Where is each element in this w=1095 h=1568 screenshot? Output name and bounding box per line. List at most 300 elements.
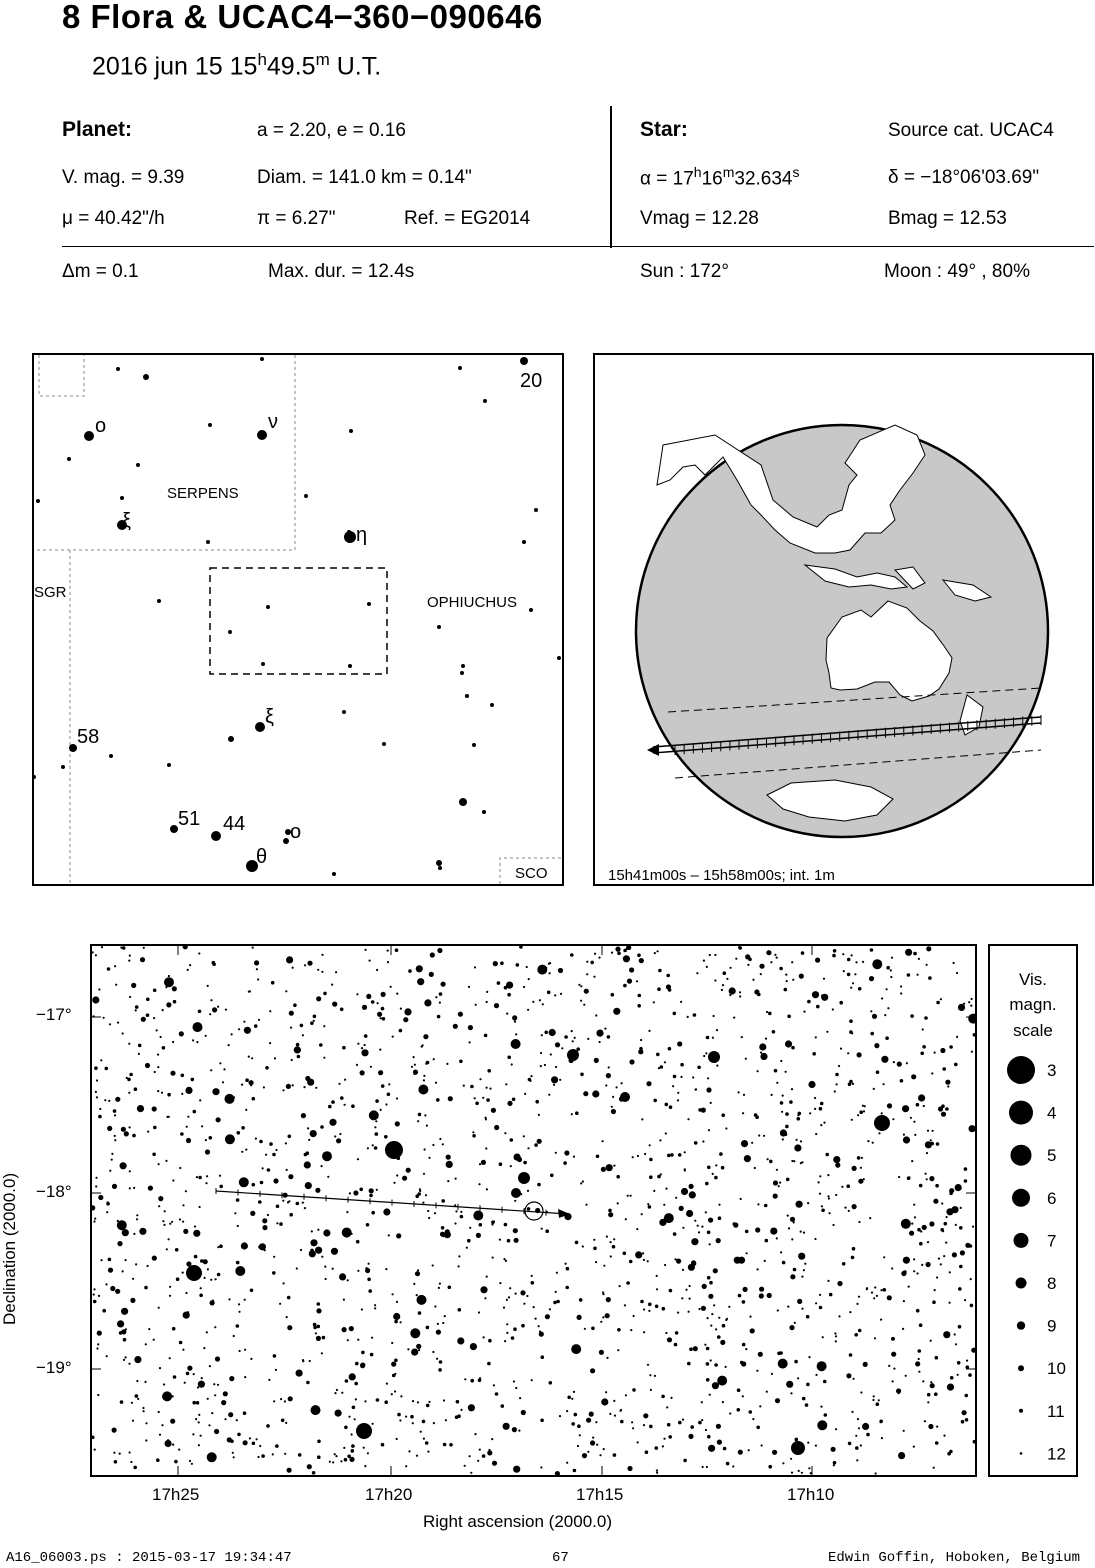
field-star (775, 1398, 780, 1403)
field-star (950, 1376, 954, 1380)
boundary-topleft (39, 355, 84, 396)
field-star (707, 1231, 711, 1235)
field-star (193, 1373, 195, 1375)
field-star (667, 1337, 672, 1342)
field-star (380, 1017, 382, 1019)
field-star (418, 1311, 422, 1315)
field-star (405, 1416, 407, 1418)
field-star (770, 1228, 777, 1235)
field-star (799, 974, 804, 979)
field-star (737, 1388, 741, 1392)
field-star (310, 1249, 314, 1253)
field-star (527, 1190, 529, 1192)
field-star (555, 1066, 557, 1068)
field-star (416, 1455, 418, 1457)
field-star (548, 963, 550, 965)
field-star (544, 1031, 548, 1035)
field-star (807, 1442, 809, 1444)
globe-panel (593, 353, 1094, 886)
footer-file: A16_06003.ps : 2015-03-17 19:34:47 (6, 1550, 292, 1566)
field-star (424, 999, 431, 1006)
field-star (499, 1282, 501, 1284)
field-star (351, 1233, 353, 1235)
field-star (420, 1431, 422, 1433)
field-star (691, 1238, 698, 1245)
field-star (366, 1223, 370, 1227)
field-star (705, 1211, 707, 1213)
field-star (629, 1059, 634, 1064)
field-star (443, 1399, 445, 1401)
field-star (559, 1079, 561, 1081)
field-star (369, 1110, 379, 1120)
field-star (296, 1043, 300, 1047)
field-star (383, 1208, 390, 1215)
field-star (146, 998, 150, 1002)
field-star (580, 1182, 582, 1184)
field-star (704, 1344, 706, 1346)
field-star (913, 1121, 915, 1123)
field-star (297, 1055, 301, 1059)
field-star (290, 1027, 292, 1029)
field-star (858, 1221, 860, 1223)
field-star (785, 974, 787, 976)
field-star (236, 1261, 240, 1265)
finder-star (109, 754, 113, 758)
field-star (958, 1287, 962, 1291)
field-star (252, 1183, 256, 1187)
field-star (275, 1369, 277, 1371)
field-star (710, 1325, 712, 1327)
field-star (649, 1425, 653, 1429)
field-star (754, 1167, 756, 1169)
field-star (480, 1286, 487, 1293)
field-star (434, 1212, 436, 1214)
field-star (259, 1445, 261, 1447)
field-star (313, 1020, 315, 1022)
field-star (214, 1429, 219, 1434)
field-star (347, 1339, 349, 1341)
field-star (515, 1293, 517, 1295)
field-star (776, 1237, 778, 1239)
field-star (667, 1423, 671, 1427)
field-star (773, 1180, 778, 1185)
field-star (600, 1321, 602, 1323)
field-star (617, 1328, 621, 1332)
field-star (169, 1223, 171, 1225)
field-star (307, 1079, 314, 1086)
finder-star (228, 736, 234, 742)
field-star (193, 1110, 197, 1114)
field-star (898, 1176, 900, 1178)
field-star (647, 1364, 649, 1366)
field-star (215, 1278, 217, 1280)
field-star (179, 1218, 181, 1220)
field-star (477, 1460, 479, 1462)
field-star (475, 1102, 479, 1106)
field-star (317, 1440, 321, 1444)
field-star (187, 1116, 189, 1118)
field-star (181, 1074, 185, 1078)
field-star (368, 1263, 370, 1265)
finder-star (304, 494, 308, 498)
field-star (914, 1216, 916, 1218)
field-star (907, 973, 911, 977)
field-star (747, 964, 749, 966)
field-star (608, 1066, 610, 1068)
field-star (602, 1293, 604, 1295)
finder-star (157, 599, 161, 603)
field-star (641, 1118, 643, 1120)
finder-star (69, 744, 77, 752)
field-star (272, 1153, 276, 1157)
field-star (364, 1034, 368, 1038)
field-star (672, 1085, 674, 1087)
field-star (745, 1058, 747, 1060)
field-star (787, 1015, 791, 1019)
field-star (629, 967, 634, 972)
field-star (197, 1386, 199, 1388)
field-star (414, 1064, 416, 1066)
field-star (467, 1239, 471, 1243)
field-star (608, 1212, 613, 1217)
field-star (857, 1418, 859, 1420)
field-star (167, 1093, 171, 1097)
field-star (945, 1107, 949, 1111)
star-chart (90, 944, 977, 1477)
field-star (139, 1228, 146, 1235)
field-star (378, 1070, 383, 1075)
field-star (189, 1460, 191, 1462)
field-star (491, 1108, 496, 1113)
field-star (272, 1453, 274, 1455)
field-star (168, 975, 170, 977)
field-star (729, 987, 736, 994)
field-star (416, 965, 423, 972)
field-star (357, 1158, 359, 1160)
field-star (394, 1320, 398, 1324)
field-star (388, 1083, 390, 1085)
field-star (631, 1421, 633, 1423)
field-star (365, 949, 367, 951)
legend-mag-label: 11 (1047, 1401, 1065, 1421)
field-star (721, 1166, 725, 1170)
field-star (423, 1079, 425, 1081)
field-star (866, 1433, 870, 1437)
field-star (703, 960, 705, 962)
field-star (366, 994, 371, 999)
field-star (138, 1053, 140, 1055)
field-star (947, 1384, 954, 1391)
field-star (796, 1139, 798, 1141)
field-star (808, 1467, 810, 1469)
field-star (262, 1167, 264, 1169)
field-star (742, 1395, 744, 1397)
field-star (418, 1349, 420, 1351)
field-star (107, 1126, 112, 1131)
field-star (437, 948, 442, 953)
field-star (864, 1105, 866, 1107)
field-star (570, 953, 574, 957)
field-star (245, 1078, 249, 1082)
field-star (280, 1398, 282, 1400)
field-star (970, 1278, 972, 1280)
field-star (491, 1438, 493, 1440)
field-star (99, 1108, 101, 1110)
field-star (539, 1331, 541, 1333)
field-star (172, 1395, 174, 1397)
field-star (540, 1419, 544, 1423)
bright-star (791, 1441, 805, 1455)
field-star (591, 1327, 595, 1331)
field-star (776, 1082, 778, 1084)
field-star (927, 1393, 931, 1397)
field-star (500, 961, 504, 965)
field-star (815, 1302, 817, 1304)
field-star (646, 1081, 651, 1086)
field-star (445, 1419, 447, 1421)
field-star (144, 1286, 148, 1290)
field-star (821, 994, 823, 996)
field-star (440, 1232, 445, 1237)
field-star (441, 1199, 445, 1203)
field-star (534, 1143, 538, 1147)
finder-star (206, 540, 210, 544)
field-star (484, 1297, 486, 1299)
field-star (784, 988, 788, 992)
field-star (678, 1421, 682, 1425)
field-star (926, 1262, 931, 1267)
field-star (723, 1447, 727, 1451)
field-star (909, 1231, 914, 1236)
field-star (820, 1102, 824, 1106)
field-star (808, 1356, 810, 1358)
field-star (935, 1356, 939, 1360)
sun-elongation: Sun : 172° (640, 261, 729, 282)
field-star (916, 1272, 918, 1274)
field-star (470, 1379, 474, 1383)
field-star (156, 1029, 158, 1031)
field-star (439, 1138, 441, 1140)
max-duration: Max. dur. = 12.4s (268, 261, 415, 282)
legend-mag-label: 6 (1047, 1188, 1057, 1208)
field-star (722, 1324, 726, 1328)
field-star (355, 1398, 357, 1400)
field-star (181, 1093, 183, 1095)
field-star (349, 1326, 354, 1331)
field-star (834, 1090, 836, 1092)
field-star (663, 1204, 665, 1206)
finder-star (283, 838, 289, 844)
field-star (806, 1315, 810, 1319)
legend-mag-dot (1007, 1056, 1035, 1084)
field-star (971, 998, 973, 1000)
field-star (820, 1124, 822, 1126)
field-star (923, 1227, 925, 1229)
field-star (423, 1034, 428, 1039)
field-star (425, 1063, 427, 1065)
field-star (289, 1213, 293, 1217)
field-star (814, 1108, 816, 1110)
field-star (257, 978, 259, 980)
field-star (209, 1365, 211, 1367)
field-star (114, 1114, 116, 1116)
field-star (426, 1125, 428, 1127)
field-star (435, 1082, 437, 1084)
field-star (239, 1350, 241, 1352)
field-star (172, 1041, 174, 1043)
field-star (129, 1187, 131, 1189)
planet-label: Planet: (62, 118, 133, 141)
field-star (196, 1176, 198, 1178)
field-star (159, 1367, 161, 1369)
field-star (469, 1227, 471, 1229)
field-star (911, 1160, 913, 1162)
field-star (714, 1176, 718, 1180)
field-star (145, 1343, 147, 1345)
field-star (397, 1413, 401, 1417)
field-star (259, 1140, 263, 1144)
field-star (766, 1391, 768, 1393)
serpens-boundary (34, 355, 295, 550)
field-star (559, 1415, 561, 1417)
field-star (332, 1268, 334, 1270)
field-star (362, 1005, 367, 1010)
field-star (586, 961, 588, 963)
field-star (964, 1167, 968, 1171)
field-star (106, 1211, 108, 1213)
delta-mag: Δm = 0.1 (62, 261, 139, 282)
field-star (122, 946, 126, 950)
field-star (911, 1223, 913, 1225)
field-star (969, 1125, 976, 1132)
finder-star (260, 357, 264, 361)
field-star (881, 1437, 883, 1439)
field-star (319, 1043, 323, 1047)
field-star (185, 1292, 187, 1294)
field-star (625, 1394, 627, 1396)
field-star (148, 1186, 153, 1191)
field-star (479, 1163, 481, 1165)
field-star (361, 1308, 363, 1310)
field-star (585, 1204, 587, 1206)
field-star (244, 1349, 246, 1351)
star-label-nu: ν (268, 411, 278, 433)
field-star (733, 1017, 735, 1019)
field-star (968, 1014, 975, 1024)
field-star (823, 1122, 825, 1124)
field-star (133, 1466, 137, 1470)
field-star (580, 985, 582, 987)
field-star (510, 1165, 512, 1167)
field-star (778, 1359, 788, 1369)
field-star (154, 1071, 156, 1073)
field-star (331, 1100, 335, 1104)
field-star (949, 1271, 951, 1273)
field-star (555, 1291, 557, 1293)
field-star (832, 1008, 834, 1010)
field-star (273, 1354, 277, 1358)
field-star (316, 1336, 321, 1341)
field-star (512, 1427, 517, 1432)
field-star (399, 1029, 403, 1033)
field-star (931, 1072, 933, 1074)
field-star (817, 1420, 827, 1430)
field-star (637, 953, 641, 957)
field-star (442, 1322, 444, 1324)
planet-orbit: a = 2.20, e = 0.16 (257, 120, 406, 141)
field-star (890, 976, 892, 978)
field-star (640, 1039, 642, 1041)
field-star (663, 1438, 665, 1440)
field-star (291, 1059, 293, 1061)
field-star (804, 1263, 806, 1265)
field-star (443, 1443, 447, 1447)
field-star (902, 1328, 904, 1330)
field-star (183, 1312, 190, 1319)
field-star (692, 1076, 694, 1078)
field-star (593, 976, 595, 978)
field-star (611, 952, 613, 954)
field-star (368, 1289, 372, 1293)
field-star (317, 969, 319, 971)
field-star (538, 1114, 540, 1116)
field-star (590, 961, 594, 965)
field-star (142, 1407, 144, 1409)
field-star (357, 1339, 359, 1341)
field-star (521, 1324, 525, 1328)
field-star (101, 1259, 103, 1261)
field-star (160, 1036, 162, 1038)
finder-star (483, 399, 487, 403)
field-star (244, 1376, 246, 1378)
field-star (708, 1218, 713, 1223)
field-star (656, 1275, 658, 1277)
field-star (955, 1343, 957, 1345)
field-star (147, 1131, 149, 1133)
field-star (209, 1136, 213, 1140)
finder-star (436, 860, 442, 866)
field-star (244, 1027, 251, 1034)
field-star (271, 981, 275, 985)
field-star (457, 1337, 464, 1344)
field-star (432, 1264, 434, 1266)
field-star (413, 1056, 415, 1058)
field-star (505, 1083, 507, 1085)
field-star (779, 1351, 783, 1355)
field-star (92, 996, 99, 1003)
field-star (433, 1422, 435, 1424)
field-star (781, 1111, 783, 1113)
field-star (850, 987, 852, 989)
field-star (833, 1464, 835, 1466)
field-star (497, 981, 501, 985)
field-star (114, 1139, 116, 1141)
field-star (354, 1382, 358, 1386)
field-star (782, 1261, 786, 1265)
field-star (392, 1036, 394, 1038)
field-star (135, 1009, 137, 1011)
field-star (927, 1401, 929, 1403)
field-star (698, 1421, 702, 1425)
field-star (771, 1094, 773, 1096)
field-star (530, 1075, 532, 1077)
planet-parallax: π = 6.27" (257, 208, 336, 229)
field-star (243, 1440, 248, 1445)
field-star (605, 1391, 607, 1393)
field-star (726, 1462, 730, 1466)
field-star (956, 972, 958, 974)
field-star (674, 1343, 678, 1347)
